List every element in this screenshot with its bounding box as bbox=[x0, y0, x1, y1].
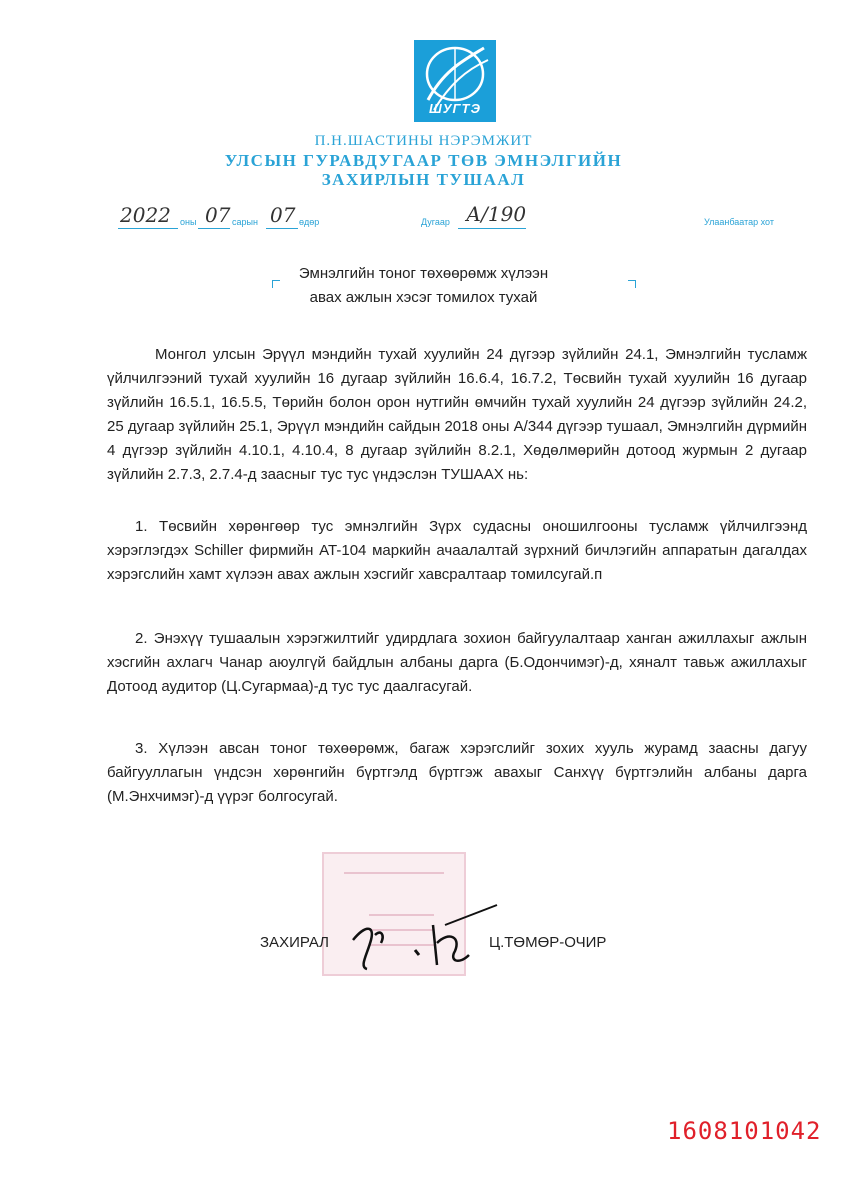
logo-text: ШУГТЭ bbox=[429, 101, 481, 116]
date-day-suffix: өдөр bbox=[299, 217, 320, 227]
day-underline bbox=[266, 228, 298, 229]
number-underline bbox=[458, 228, 526, 229]
year-underline bbox=[118, 228, 178, 229]
header-line-3: ЗАХИРЛЫН ТУШААЛ bbox=[321, 170, 526, 189]
handwritten-signature bbox=[345, 895, 505, 975]
order-item-1 bbox=[107, 515, 807, 587]
signatory-name: Ц.ТӨМӨР-ОЧИР bbox=[489, 934, 607, 951]
signatory-title: ЗАХИРАЛ bbox=[260, 934, 330, 951]
header-line-1: П.Н.ШАСТИНЫ НЭРЭМЖИТ bbox=[314, 133, 533, 149]
order-item-2-text: 2. Энэхүү тушаалын хэрэгжилтийг удирдлага зохион байгуулалтаар ханган ажиллахыг ажлын хэсгийн ахлагч Чанар аюулгүй байдлын албаны дарга (Б.Одончимэг)-д, хяналт тавьж ажиллахыг Дотоод аудитор (Ц.Сугармаа)-д тус тус даалгасугай. bbox=[107, 630, 807, 695]
document-title-line-1: Эмнэлгийн тоног төхөөрөмж хүлээн bbox=[298, 265, 549, 282]
stamp-line bbox=[344, 872, 444, 874]
hospital-logo bbox=[414, 40, 496, 122]
order-item-2 bbox=[107, 627, 807, 699]
date-month-suffix: сарын bbox=[232, 217, 258, 227]
order-number: А/190 bbox=[466, 202, 527, 226]
date-year-suffix: оны bbox=[180, 217, 197, 227]
date-day: 07 bbox=[270, 203, 296, 227]
month-underline bbox=[198, 228, 230, 229]
serial-number-stamp: 1608101042 bbox=[667, 1117, 822, 1145]
date-month: 07 bbox=[205, 203, 231, 227]
date-year: 2022 bbox=[120, 203, 171, 227]
order-item-1-text: 1. Төсвийн хөрөнгөөр тус эмнэлгийн Зүрх судасны оношилгооны тусламж үйлчилгээнд хэрэглэгдэх Schiller фирмийн AT-104 маркийн ачаалалтай зүрхний бичлэгийн аппаратын дагалдах хэрэгслийн хамт хүлээн авах ажлын хэсгийг хавсралтаар томилсугай.п bbox=[107, 518, 807, 583]
order-item-3 bbox=[107, 737, 807, 809]
order-item-3-text: 3. Хүлээн авсан тоног төхөөрөмж, багаж хэрэгслийг зохих хууль журамд заасны дагуу байгууллагын үндсэн хөрөнгийн бүртгэлд бүртгэж авахыг Санхүү бүртгэлийн албаны дарга (М.Энхчимэг)-д үүрэг болгосугай. bbox=[107, 740, 807, 805]
document-title-line-2: авах ажлын хэсэг томилох тухай bbox=[309, 289, 538, 306]
header-line-2: УЛСЫН ГУРАВДУГААР ТӨВ ЭМНЭЛГИЙН bbox=[224, 151, 623, 170]
city: Улаанбаатар хот bbox=[704, 217, 774, 227]
intro-paragraph bbox=[107, 343, 807, 487]
order-number-label: Дугаар bbox=[421, 217, 450, 227]
intro-text: Монгол улсын Эрүүл мэндийн тухай хуулийн 24 дүгээр зүйлийн 24.1, Эмнэлгийн тусламж үйлчилгээний тухай хуулийн 16 дугаар зүйлийн 16.6.4, 16.7.2, Төсвийн тухай хуулийн 16 дугаар зүйлийн 16.5.1, 16.5.5, Төрийн болон орон нутгийн өмчийн тухай хуулийн 24 дүгээр зүйлийн 24.2, 25 дугаар зүйлийн 25.1, Эрүүл мэндийн сайдын 2018 оны А/344 дүгээр тушаал, Эмнэлгийн дүрмийн 4 дүгээр зүйлийн 4.10.1, 4.10.4, 8 дугаар зүйлийн 8.2.1, Хөдөлмөрийн дотоод журмын 2 дугаар зүйлийн 2.7.3, 2.7.4-д заасныг тус тус үндэслэн ТУШААХ нь: bbox=[107, 346, 807, 483]
